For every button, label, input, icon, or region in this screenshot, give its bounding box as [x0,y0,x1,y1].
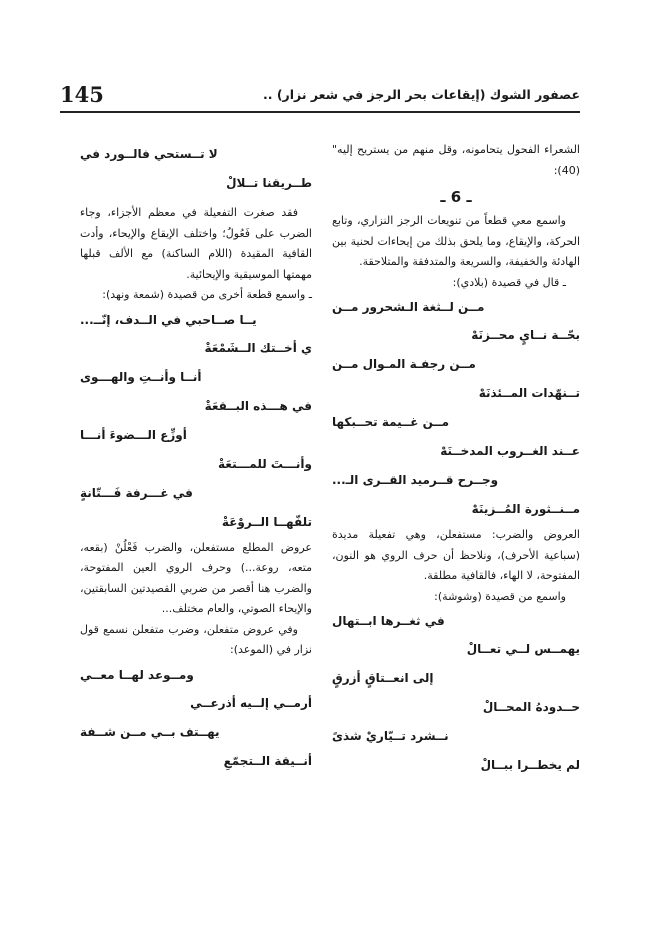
verse-block-mawid [80,667,312,769]
verse-line: لا تــستحي فالــورد في [80,147,218,161]
verse-line: ومــوعد لهــا معــي [80,667,194,682]
verse-line: طــريقنا تــلالْ [226,176,312,190]
verse-line: مــن لــثغة الـشحرور مــن [332,300,485,314]
verse-line: يــا صــاحبي في الــدف، إنّــ... [80,312,257,327]
paragraph: ـ واسمع قطعة أخرى من قصيدة (شمعة ونهد): [102,288,312,301]
paragraph: وفي عروض متفعلن، وضرب متفعلن نسمع قول نزار في (الموعد): [80,622,312,656]
verse-line: أرمــي إلــيه أذرعــي [190,695,312,710]
verse-line: تــنهّدات المــئذنَهْ [478,386,580,400]
verse-block-continued [80,146,312,191]
verse-line: تلفّهــا الــروْعَةْ [221,514,312,529]
verse-line: حــدودهُ المحــالْ [482,700,580,714]
verse-line: أنــا وأنــتِ والهـــوى [80,369,202,384]
verse-line: في غـــرفة فَـــتّانةٍ [80,485,193,500]
verse-line: عــند الغــروب المدخــنَهْ [440,444,580,458]
paragraph: العروض والضرب: مستفعلن، وهي تفعيلة مديدة (سباعية الأحرف)، ونلاحظ أن حرف الروي هو النون، المفتوحة، لا الهاء، فالقافية مطلقة. [332,528,580,582]
section-number: ـ 6 ـ [440,188,472,206]
header-rule [60,111,580,113]
paragraph: فقد صغرت التفعيلة في معظم الأجزاء، وجاء الضرب على فَعُولُ؛ واختلف الإيقاع والإيحاء، وأدت القافية المقيدة (اللام الساكنة) مع الألف قبلها مهمتها الموسيقية والإيحائية. [80,206,312,281]
verse-line: مــن رجفـة المـوال مــن [332,357,476,371]
right-column [332,140,580,773]
verse-block-shamaa [80,312,312,530]
paragraph: عروض المطلع مستفعلن، والضرب فَعْلُنْ (بقعه، متعه، روعة...) وحرف الروي العين المفتوحة، والضرب هنا أقصر من ضربي القصيدتين السابقتين، والإيحاء الصوتي، والعام مختلف... [80,540,312,615]
page-header [60,82,580,108]
verse-line: يهمــس لــي تعــالْ [466,642,580,656]
paragraph: الشعراء الفحول يتحامونه، وقل منهم من يستريح إليه"(40): [332,143,580,177]
verse-line: مــن غــيمة تحــبكها [332,415,450,429]
verse-line: في هـــذه البــقعَةْ [204,398,312,413]
page-number: 145 [60,82,104,107]
verse-line: يهــتف بــي مــن شــفة [80,724,220,739]
verse-block-washwasha [332,613,580,773]
paragraph: واسمع من قصيدة (وشوشة): [434,589,566,603]
running-title: عصفور الشوك (إيقاعات بحر الرجز في شعر نزار) .. [263,87,580,102]
verse-line: وأنـــتَ للمـــتعَةْ [218,456,312,471]
verse-line: نــشرد تــيّاريْ شذىً [332,729,449,743]
verse-block-biladi [332,299,580,517]
verse-line: وجــرح قــرميد القــرى الـ... [332,473,499,487]
paragraph: واسمع معي قطعاً من تنويعات الرجز النزاري، وتابع الحركة، والإيقاع، وما يلحق بذلك من إيحاءات لحنية بين الهادئة والخفيفة، والسريعة والمتدفقة والمتلاحقة. [332,214,580,268]
verse-line: إلى انعــتاقٍ أزرقٍ [332,671,434,685]
paragraph: ـ قال في قصيدة (بلادي): [452,275,566,289]
verse-line: ي أخــتك الــشَمْعَةْ [204,340,312,355]
left-column [80,140,312,769]
verse-line: لم يخطــرا ببــالْ [480,758,580,772]
verse-line: بحّــة نــايٍ محــزنَهْ [471,328,580,342]
verse-line: أوزِّع الـــضوءَ أنـــا [80,427,187,442]
verse-line: في ثغــرها ابــتهال [332,614,445,628]
verse-line: مــنــثورة المُــزينَهْ [471,502,580,516]
verse-line: أنــيقة الــتجمّعِ [223,753,312,768]
